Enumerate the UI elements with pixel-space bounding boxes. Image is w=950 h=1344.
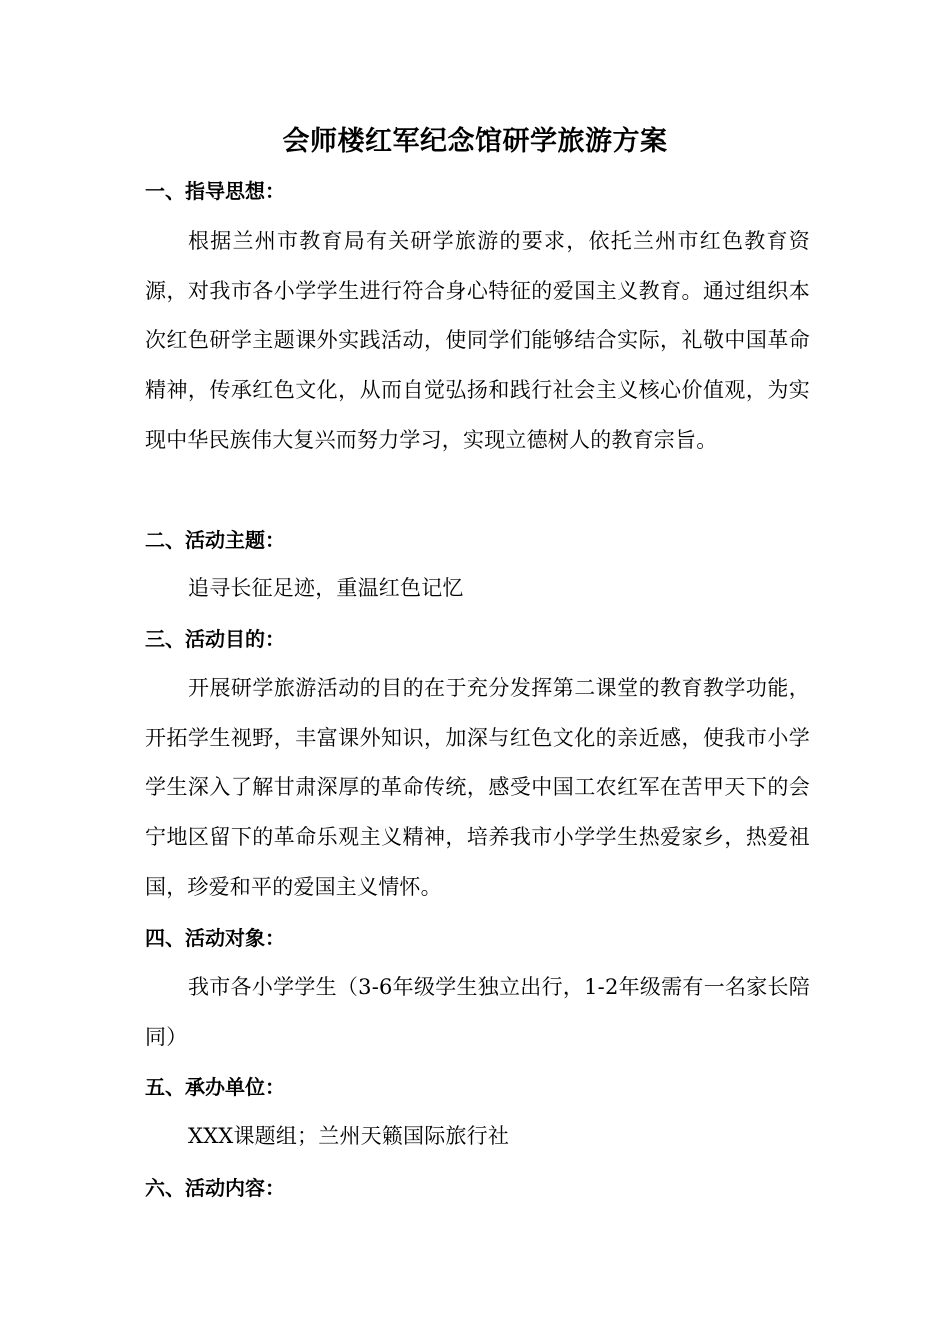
section-body-activity-purpose: 开展研学旅游活动的目的在于充分发挥第二课堂的教育教学功能，开拓学生视野，丰富课外知识，加深与红色文化的亲近感，使我市小学学生深入了解甘肃深厚的革命传统，感受中国工农红军在苦甲天下的会宁地区留下的革命乐观主义精神，培养我市小学学生热爱家乡，热爱祖国，珍爱和平的爱国主义情怀。 <box>145 676 810 899</box>
document-title: 会师楼红军纪念馆研学旅游方案 <box>282 126 668 157</box>
section-heading-guiding-ideology: 一、指导思想： <box>145 179 285 203</box>
section-body-guiding-ideology: 根据兰州市教育局有关研学旅游的要求，依托兰州市红色教育资源，对我市各小学学生进行符合身心特征的爱国主义教育。通过组织本次红色研学主题课外实践活动，使同学们能够结合实际，礼敬中国革命精神，传承红色文化，从而自觉弘扬和践行社会主义核心价值观，为实现中华民族伟大复兴而努力学习，实现立德树人的教育宗旨。 <box>145 229 810 452</box>
section-heading-activity-content: 六、活动内容： <box>145 1176 285 1200</box>
section-heading-activity-theme: 二、活动主题： <box>145 528 285 552</box>
section-heading-activity-purpose: 三、活动目的： <box>145 627 285 651</box>
section-heading-organizer: 五、承办单位： <box>145 1075 285 1099</box>
section-body-activity-target: 我市各小学学生（3-6年级学生独立出行，1-2年级需有一名家长陪同） <box>145 975 810 1049</box>
section-body-organizer: XXX课题组；兰州天籁国际旅行社 <box>188 1124 510 1148</box>
section-body-activity-theme: 追寻长征足迹，重温红色记忆 <box>188 576 464 600</box>
section-heading-activity-target: 四、活动对象： <box>145 926 285 950</box>
